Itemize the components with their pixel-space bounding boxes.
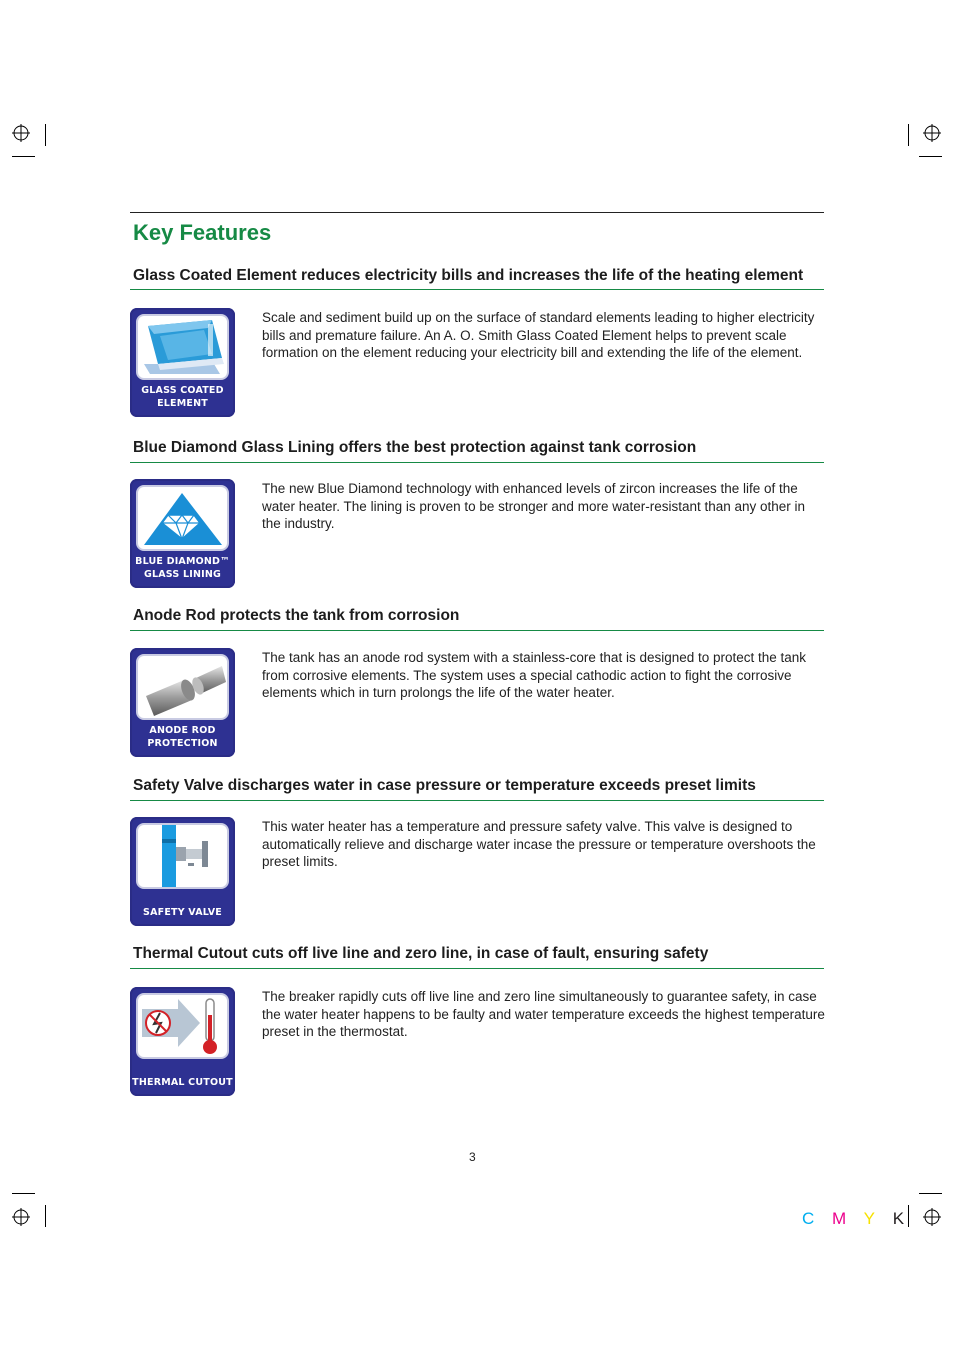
- feature-rule: [130, 968, 824, 969]
- feature-badge: [130, 308, 235, 417]
- feature-heading: Glass Coated Element reduces electricity bills and increases the life of the heating element: [133, 267, 804, 284]
- thermal-cutout-icon: [136, 993, 229, 1059]
- badge-label: ANODE ROD PROTECTION: [147, 725, 218, 749]
- badge-label: SAFETY VALVE: [143, 907, 222, 918]
- crop-line: [45, 1205, 46, 1227]
- cmyk-color-bar: [802, 1209, 917, 1229]
- cmyk-c: C: [802, 1209, 815, 1228]
- crop-line: [45, 124, 46, 146]
- crop-line: [12, 1193, 35, 1194]
- feature-badge: [130, 648, 235, 757]
- registration-mark-icon: [923, 1208, 941, 1226]
- feature-description: The tank has an anode rod system with a stainless-core that is designed to protect the tank from corrosive elements. The system uses a special cathodic action to fight the corrosive elements which in turn prolongs the life of the water heater.: [262, 650, 807, 700]
- page-title: Key Features: [133, 220, 272, 245]
- glass-coated-element-icon: [136, 314, 229, 380]
- feature-heading: Blue Diamond Glass Lining offers the best protection against tank corrosion: [133, 439, 697, 456]
- feature-description: This water heater has a temperature and pressure safety valve. This valve is designed to automatically relieve and discharge water incase the pressure or temperature overshoots the preset limits.: [262, 819, 816, 869]
- feature-badge: [130, 479, 235, 588]
- feature-heading: Anode Rod protects the tank from corrosion: [133, 607, 460, 624]
- feature-rule: [130, 630, 824, 631]
- badge-label: GLASS COATED ELEMENT: [141, 385, 224, 409]
- registration-mark-icon: [12, 124, 30, 142]
- cmyk-k: K: [892, 1209, 905, 1228]
- feature-description: Scale and sediment build up on the surface of standard elements leading to higher electricity bills and premature failure. An A. O. Smith Glass Coated Element helps to prevent scale formation on the element reducing your electricity bill and extending the life of the element.: [262, 310, 815, 360]
- feature-badge: [130, 817, 235, 926]
- badge-label: THERMAL CUTOUT: [132, 1077, 233, 1088]
- feature-description: The new Blue Diamond technology with enhanced levels of zircon increases the life of the water heater. The lining is proven to be stronger and more water-resistant than any other in the industry.: [262, 481, 806, 531]
- crop-line: [919, 156, 942, 157]
- anode-rod-icon: [136, 654, 229, 720]
- safety-valve-icon: [136, 823, 229, 889]
- feature-badge: [130, 987, 235, 1096]
- cmyk-m: M: [832, 1209, 847, 1228]
- cmyk-y: Y: [863, 1209, 875, 1228]
- feature-rule: [130, 800, 824, 801]
- blue-diamond-icon: [136, 485, 229, 551]
- badge-label: BLUE DIAMOND™ GLASS LINING: [135, 556, 230, 580]
- feature-rule: [130, 462, 824, 463]
- feature-description: The breaker rapidly cuts off live line and zero line simultaneously to guarantee safety, in case the water heater happens to be faulty and water temperature exceeds the highest temperature preset in the thermostat.: [262, 989, 825, 1039]
- crop-line: [908, 124, 909, 146]
- feature-rule: [130, 289, 824, 290]
- page-number: 3: [469, 1150, 476, 1164]
- feature-heading: Safety Valve discharges water in case pressure or temperature exceeds preset limits: [133, 777, 756, 794]
- feature-heading: Thermal Cutout cuts off live line and zero line, in case of fault, ensuring safety: [133, 945, 709, 962]
- crop-line: [12, 156, 35, 157]
- crop-line: [919, 1193, 942, 1194]
- registration-mark-icon: [12, 1208, 30, 1226]
- top-rule: [130, 212, 824, 213]
- registration-mark-icon: [923, 124, 941, 142]
